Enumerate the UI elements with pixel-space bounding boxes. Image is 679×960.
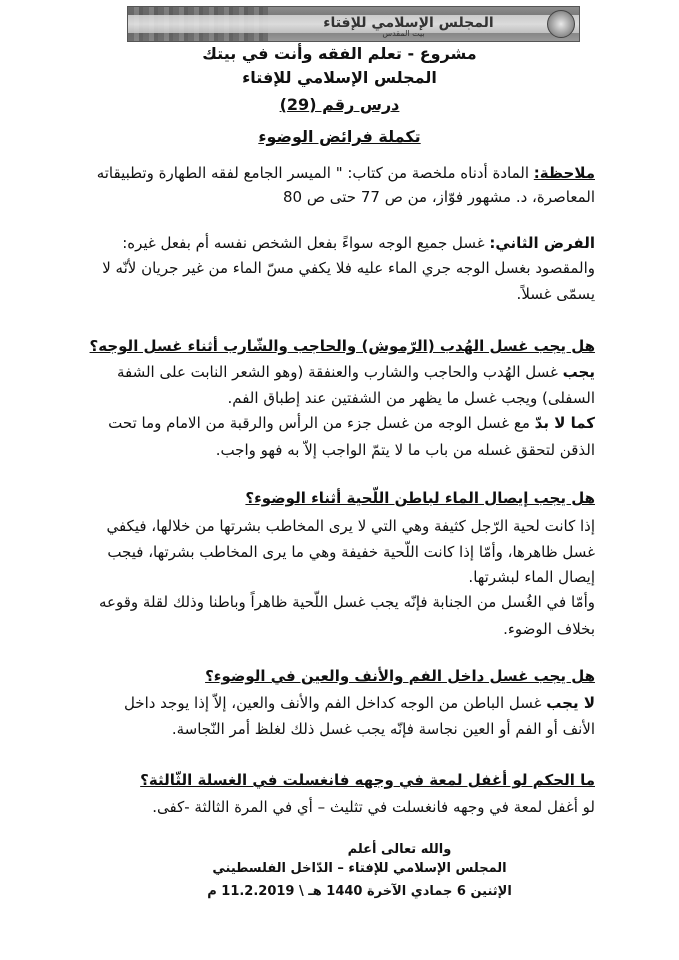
footer-closing: والله تعالى أعلم [347,842,452,857]
section2-line-5: بخلاف الوضوء. [503,620,595,638]
section3-text-1: غسل الباطن من الوجه كداخل الفم والأنف والعين، إلاّ إذا يوجد داخل [123,694,542,712]
section2-line-4: وأمّا في الغُسل من الجنابة فإنّه يجب غسل اللّحية ظاهراً وباطنا وذلك لقلة وقوعه [98,593,595,611]
fard2-text-1: غسل جميع الوجه سواءً بفعل الشخص نفسه أم بفعل غيره: [122,234,485,252]
section1-line-2: السفلى) ويجب غسل ما يظهر من الشفتين عند إطباق الفم. [227,389,595,407]
section1-line-1 [117,362,595,382]
header-banner-logo [127,6,580,42]
section1-line-3 [108,413,595,433]
section1-text-3: مع غسل الوجه من غسل جزء من الرأس والرقبة من الامام وما تحت [108,414,530,432]
banner-subtitle: بيت المقدس [382,29,425,38]
section1-text-1: غسل الهُدب والحاجب والشارب والعنفقة (وهو الشعر النابت على الشفة [116,363,558,381]
section4-line-1: لو أغفل لمعة في وجهه فانغسلت في تثليث – أي في المرة الثالثة -كفى. [152,798,595,816]
fard2-line-1 [122,233,595,253]
section2-line-2: غسل ظاهرها، وأمّا إذا كانت اللّحية خفيفة وهي ما يرى المخاطب بشرتها، فيجب [107,543,595,561]
section2-line-3: إيصال الماء لبشرتها. [468,568,595,586]
section3-line-2: الأنف أو الفم أو العين نجاسة فإنّه يجب غسل ذلك لغلظ أمر النّجاسة. [171,720,595,738]
section4-question: ما الحكم لو أغفل لمعة في وجهه فانغسلت في الغسلة الثّالثة؟ [140,771,595,789]
council-name: المجلس الإسلامي للإفتاء [242,68,437,87]
section3-bold: لا يجب [546,694,595,712]
banner-title: المجلس الإسلامي للإفتاء [323,15,494,31]
footer-council: المجلس الإسلامي للإفتاء – الدّاخل الفلسطيني [212,861,507,876]
section3-question: هل يجب غسل داخل الفم والأنف والعين في الوضوء؟ [205,667,595,685]
note-line-1 [97,163,595,183]
council-seal-icon [547,10,575,38]
footer-date: الإثنين 6 جمادي الآخرة 1440 هـ \ 11.2.2019 م [207,884,512,899]
section2-question: هل يجب إيصال الماء لباطن اللّحية أثناء الوضوء؟ [245,489,595,507]
note-label: ملاحظة: [533,164,595,182]
section3-line-1 [124,693,595,713]
note-line-2: المعاصرة، د. مشهور فوّاز، من ص 77 حتى ص 80 [282,188,595,206]
fard2-line-3: يسمّى غسلاً. [516,285,595,303]
fard2-line-2: والمقصود بغسل الوجه جري الماء عليه فلا يكفي مسّ الماء من غير جريان لأنّه لا [102,259,595,277]
section1-line-4: الذقن لتحقق غسله من باب ما لا يتمّ الواجب إلاّ به فهو واجب. [215,441,595,459]
section1-bold-2: كما لا بدّ [534,414,595,432]
fard2-label: الفرض الثاني: [489,234,595,252]
section2-line-1: إذا كانت لحية الرّجل كثيفة وهي التي لا يرى المخاطب بشرتها من خلالها، فيكفي [106,517,595,535]
section1-bold-1: يجب [562,363,595,381]
lesson-title: تكملة فرائض الوضوء [258,127,421,146]
project-title: مشروع - تعلم الفقه وأنت في بيتك [202,44,477,63]
lesson-number: درس رقم (29) [279,95,400,114]
note-text-1: المادة أدناه ملخصة من كتاب: " الميسر الجامع لفقه الطهارة وتطبيقاته [96,164,530,182]
section1-question: هل يجب غسل الهُدب (الرّموش) والحاجب والشّارب أثناء غسل الوجه؟ [89,337,595,355]
